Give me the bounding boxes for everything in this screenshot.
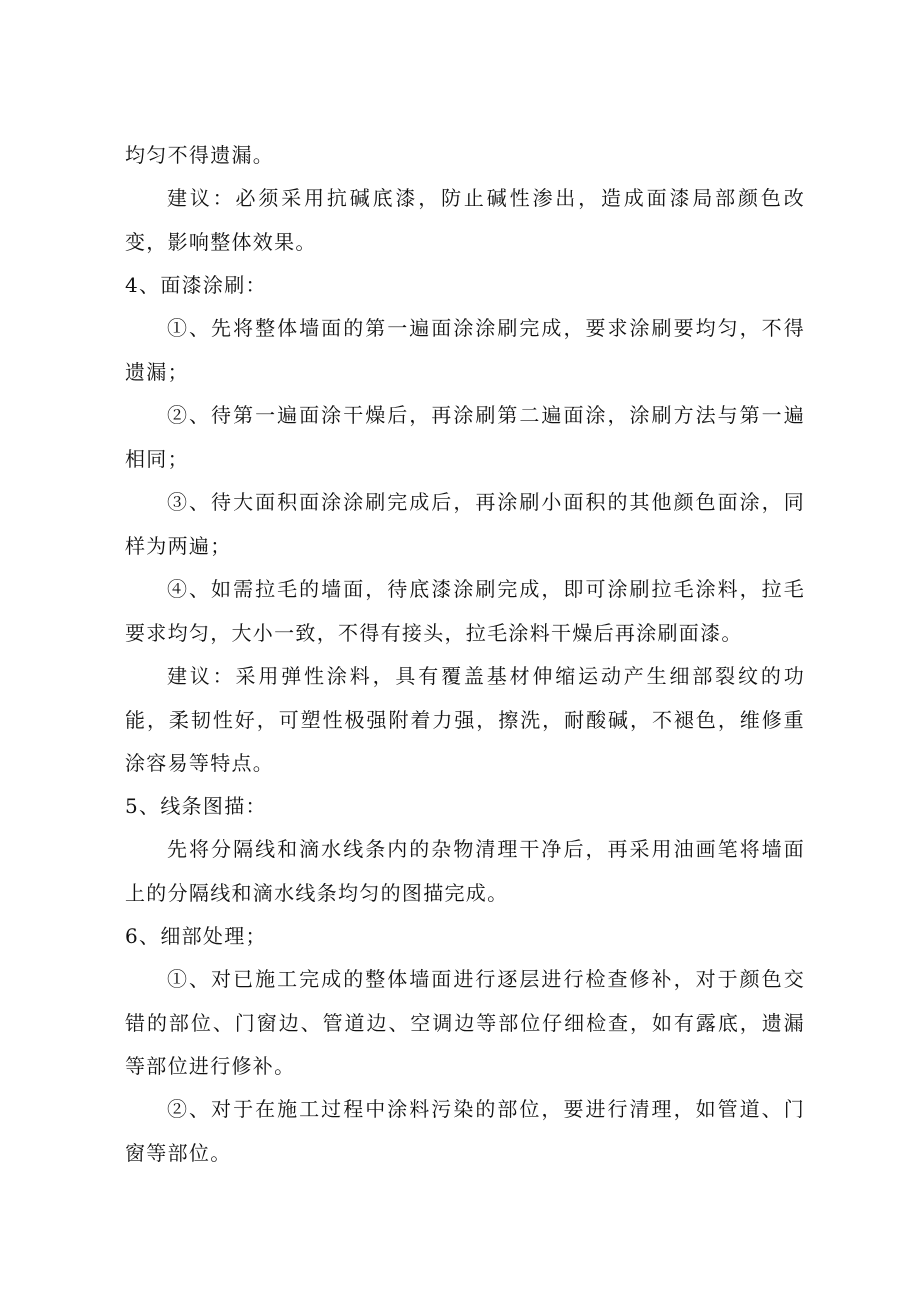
step-4-texture-coating: ④、如需拉毛的墙面，待底漆涂刷完成，即可涂刷拉毛涂料，拉毛要求均匀，大小一致，不得有接头，拉毛涂料干燥后再涂刷面漆。	[125, 577, 805, 645]
paragraph-line-tracing: 先将分隔线和滴水线条内的杂物清理干净后，再采用油画笔将墙面上的分隔线和滴水线条均匀的图描完成。	[125, 837, 805, 905]
paragraph-suggestion-primer: 建议：必须采用抗碱底漆，防止碱性渗出，造成面漆局部颜色改变，影响整体效果。	[125, 186, 805, 254]
step-1-first-coat: ①、先将整体墙面的第一遍面涂涂刷完成，要求涂刷要均匀，不得遗漏；	[125, 316, 805, 384]
detail-step-1-inspection: ①、对已施工完成的整体墙面进行逐层进行检查修补，对于颜色交错的部位、门窗边、管道边、空调边等部位仔细检查，如有露底，遗漏等部位进行修补。	[125, 967, 805, 1078]
detail-step-2-cleanup: ②、对于在施工过程中涂料污染的部位，要进行清理，如管道、门窗等部位。	[125, 1097, 805, 1165]
section-heading-detail: 6、细部处理；	[125, 924, 267, 948]
paragraph-suggestion-elastic: 建议：采用弹性涂料，具有覆盖基材伸缩运动产生细部裂纹的功能，柔韧性好，可塑性极强附着力强，擦洗，耐酸碱，不褪色，维修重涂容易等特点。	[125, 664, 805, 775]
step-3-small-area-colors: ③、待大面积面涂涂刷完成后，再涂刷小面积的其他颜色面涂，同样为两遍；	[125, 490, 805, 558]
section-heading-line-tracing: 5、线条图描：	[125, 794, 267, 818]
section-heading-topcoat: 4、面漆涂刷：	[125, 273, 267, 297]
step-2-second-coat: ②、待第一遍面涂干燥后，再涂刷第二遍面涂，涂刷方法与第一遍相同；	[125, 403, 805, 471]
paragraph-continuation: 均匀不得遗漏。	[125, 143, 275, 167]
